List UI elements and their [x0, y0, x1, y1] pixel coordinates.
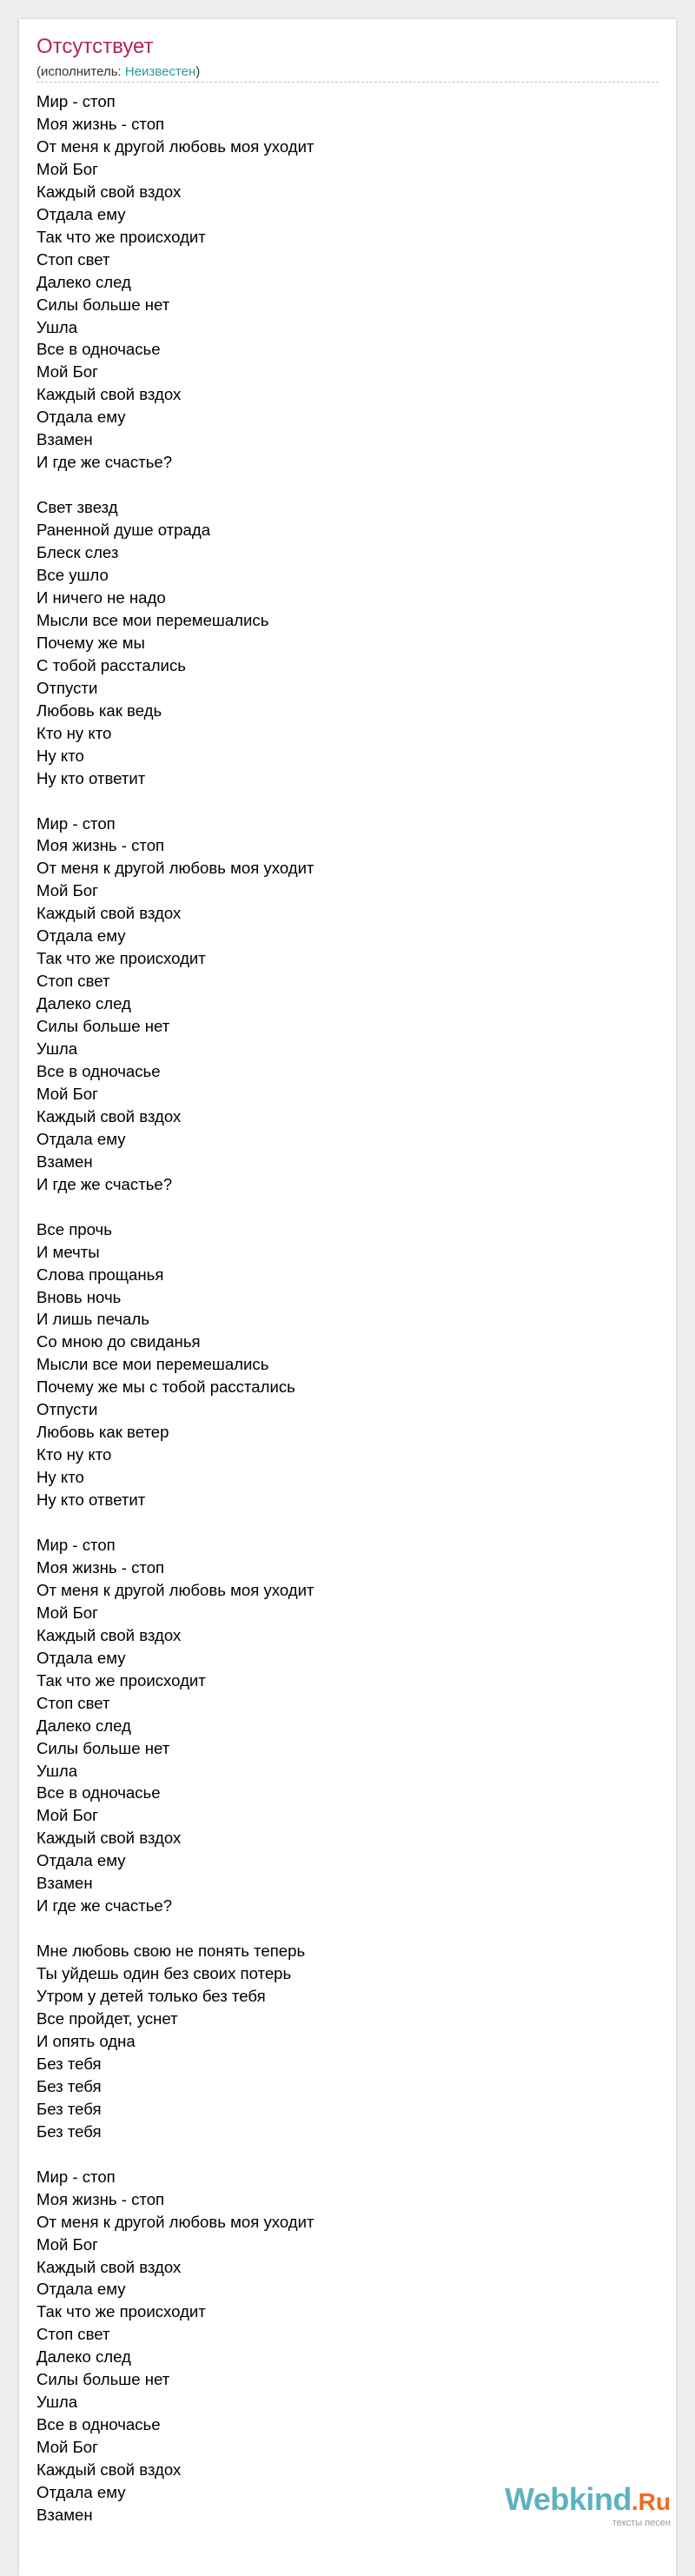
- song-title: Отсутствует: [36, 35, 154, 58]
- logo-tld: .Ru: [631, 2488, 671, 2515]
- lyrics-card: [19, 19, 676, 2576]
- logo-brand: Webkind: [505, 2481, 632, 2517]
- logo-tagline: тексты песен: [612, 2518, 671, 2528]
- header-divider: [36, 82, 659, 83]
- artist-line: [36, 64, 200, 80]
- artist-link[interactable]: Неизвестен: [124, 64, 196, 79]
- lyrics-text: Мир - стоп Моя жизнь - стоп От меня к другой любовь моя уходит Мой Бог Каждый свой вздох Отдала ему Так что же происходит Стоп свет Далеко след Силы больше нет Ушла Все в одночасье Мой Бог Каждый свой вздох Отдала ему Взамен И где же счастье? Свет звезд Раненной душе отрада Блеск слез Все ушло И ничего не надо Мысли все мои перемешались Почему же мы С тобой расстались Отпусти Любовь как ведь Кто ну кто Ну кто Ну кто ответит Мир - стоп Моя жизнь - стоп От меня к другой любовь моя уходит Мой Бог Каждый свой вздох Отдала ему Так что же происходит Стоп свет Далеко след Силы больше нет Ушла Все в одночасье Мой Бог Каждый свой вздох Отдала ему Взамен И где же счастье? Все прочь И мечты Слова прощанья Вновь ночь И лишь печаль Со мною до свиданья Мысли все мои перемешались Почему же мы с тобой расстались Отпусти Любовь как ветер Кто ну кто Ну кто Ну кто ответит Мир - стоп Моя жизнь - стоп От меня к другой любовь моя уходит Мой Бог Каждый свой вздох Отдала ему Так что же происходит Стоп свет Далеко след Силы больше нет Ушла Все в одночасье Мой Бог Каждый свой вздох Отдала ему Взамен И где же счастье? Мне любовь свою не понять теперь Ты уйдешь один без своих потерь Утром у детей только без тебя Все пройдет, уснет И опять одна Без тебя Без тебя Без тебя Без тебя Мир - стоп Моя жизнь - стоп От меня к другой любовь моя уходит Мой Бог Каждый свой вздох Отдала ему Так что же происходит Стоп свет Далеко след Силы больше нет Ушла Все в одночасье Мой Бог Каждый свой вздох Отдала ему Взамен: [36, 92, 314, 2524]
- artist-suffix: ): [195, 64, 201, 79]
- artist-prefix: (исполнитель:: [36, 64, 125, 79]
- webkind-logo[interactable]: [505, 2481, 671, 2528]
